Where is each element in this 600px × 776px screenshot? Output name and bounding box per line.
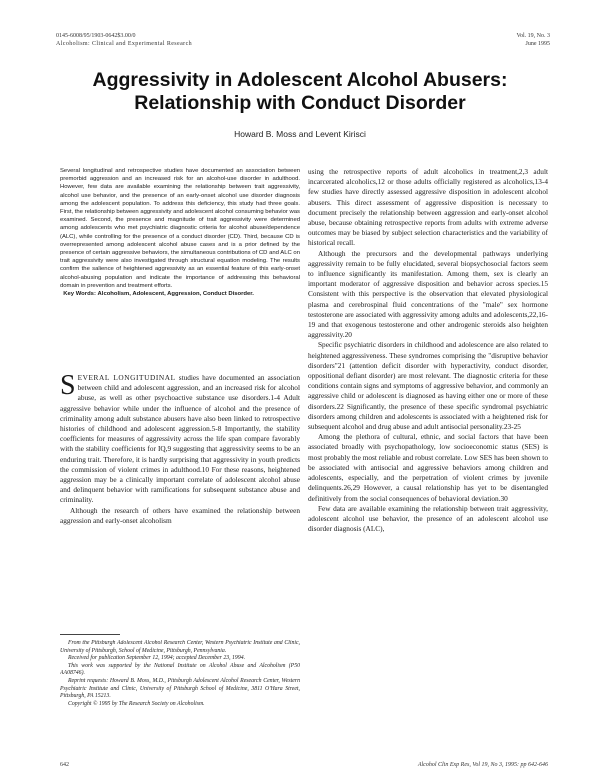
footnote-reprints: Reprint requests: Howard B. Moss, M.D., Pittsburgh Adolescent Alcohol Research Center, Western Psychiatric Institute and Clinic, University of Pittsburgh School of Medicine, 3811 O'Hara Street, Pittsburgh, PA 15213. (60, 677, 300, 700)
intro-paragraph-2: Although the research of others have examined the relationship between aggression and early-onset alcoholism (60, 505, 300, 525)
running-header-left (56, 32, 192, 48)
footnote-affiliation: From the Pittsburgh Adolescent Alcohol Research Center, Western Psychiatric Institute and Clinic, University of Pittsburgh, School of Medicine, Pittsburgh, Pennsylvania. (60, 640, 300, 654)
intro-paragraph-1-text: studies have documented an association between child and adolescent aggression, and an increased risk for alcohol abuse, as well as other psychoactive substance use disorders.1-4 Adult aggressive behavior while under the influence of alcohol and the presence of criminality among adult substance abusers have also been linked to retrospective histories of childhood and adolescent aggression.5-8 Importantly, the stability coefficients for measures of aggressivity across the life span compare favorably with the stability coefficients for IQ,9 suggesting that aggressivity seems to be an enduring trait. Therefore, it is hardly surprising that aggressivity in youth predicts the commission of violent crimes in adulthood.10 For these reasons, heightened aggression may be a clinically important correlate of adolescent alcohol abuse and delinquent behavior with ramifications for subsequent substance abuse and criminality. (60, 373, 300, 505)
footnote-divider (60, 634, 120, 635)
volume-info: Vol. 19, No. 3 (516, 33, 550, 39)
footer-citation: Alcohol Clin Exp Res, Vol 19, No 3, 1995: pp 642-646 (417, 762, 548, 768)
keywords: Alcoholism, Adolescent, Aggression, Conduct Disorder. (97, 291, 254, 298)
intro-paragraph-1 (60, 373, 300, 506)
author-line: Howard B. Moss and Levent Kirisci (234, 129, 366, 139)
journal-name: Alcoholism: Clinical and Experimental Research (56, 41, 193, 47)
lead-in-smallcaps: EVERAL LONGITUDINAL (77, 373, 176, 382)
article-title (60, 69, 540, 115)
footnotes (60, 640, 300, 756)
footnote-copyright: Copyright © 1995 by The Research Society on Alcoholism. (68, 700, 205, 707)
drop-cap: S (60, 373, 76, 401)
body-paragraph: Specific psychiatric disorders in childhood and adolescence are also related to heightened aggressiveness. These syndromes comprising the "disruptive behavior disorders"21 (attention deficit disorder with hyperactivity, conduct disorder, oppositional defiant disorder) are most relevant. The diagnostic criteria for these conditions contain signs and symptoms of aggressive behavior, and commonly an aggressive child or adolescent is diagnosed as having either one or more of these disorders.22 Significantly, the presence of these specific syndromal psychiatric disorders among children and adolescents is associated with a heightened risk for subsequent alcohol and drug abuse and adult antisocial personality.23-25 (308, 340, 548, 432)
body-paragraph: Few data are available examining the relationship between trait aggressivity, adolescent alcohol use behavior, the presence of an adolescent alcohol use disorder diagnosis (ALC), (308, 503, 548, 534)
footnote-received: Received for publication September 12, 1994; accepted December 23, 1994. (68, 655, 246, 662)
footnote-funding: This work was supported by the National Institute on Alcohol Abuse and Alcoholism (P50 AA08746). (60, 662, 300, 677)
right-column (308, 167, 548, 757)
body-paragraph: Although the precursors and the developmental pathways underlying aggressivity remain to be fully elucidated, several biopsychosocial factors seem to influence significantly its manifestation. Among them, sex is clearly an important moderator of aggressive disposition and behavior across species.15 Consistent with this perspective is the observation that elevated physiological plasma and cerebrospinal fluid concentrations of the "male" sex hormone testosterone are associated with aggressivity among adults and adolescents,22,16-19 and that exogenous testosterone and other androgenic steroids also heighten aggressivity.20 (308, 248, 548, 340)
title-line-1: Aggressivity in Adolescent Alcohol Abusers: (92, 69, 508, 91)
issn-code: 0145-6008/95/1903-0642$3.00/0 (56, 33, 136, 39)
body-paragraph: Among the plethora of cultural, ethnic, and social factors that have been associated broadly with psychopathology, low socioeconomic status (SES) is most probably the most reliable and robust correlate. Low SES has been shown to be associated with antisocial and aggressive behaviors among children and adolescents, especially, and the perpetration of violent crimes by juvenile delinquents.26,29 However, a causal relationship has yet to be disentangled definitively from the social consequences of behavioral deviation.30 (308, 432, 548, 503)
running-header-right (516, 32, 550, 48)
page-number: 642 (60, 762, 69, 768)
introduction-left-column (60, 373, 300, 628)
keywords-label: Key Words: (63, 291, 96, 298)
issue-date: June 1995 (525, 41, 550, 47)
abstract (60, 167, 300, 363)
body-paragraph: using the retrospective reports of adult alcoholics in treatment,2,3 adult incarcerated alcoholics,12 or those adults officially registered as alcoholics,13-4 few studies have directly assessed aggressive disposition in adolescent alcohol abusers. This direct assessment of aggressive disposition is necessary to document precisely the relationship between aggression and early-onset alcohol abuse, because obtaining retrospective reports from adults with extreme adverse outcomes may be biased by subject selection characteristics and the variability of historical recall. (308, 167, 548, 248)
abstract-text: Several longitudinal and retrospective studies have documented an association between premorbid aggression and an increased risk for an alcohol-use disorder in adulthood. However, few data are available examining the relationship between trait aggressivity, alcohol use behavior, and the presence of an early-onset alcohol use disorder diagnosis among the adolescent population. To address this deficiency, this study had three goals. First, the relationship between aggressivity and adolescent alcohol consuming behavior was examined. Second, the presence and magnitude of trait aggressivity were determined among adolescents who met psychiatric diagnostic criteria for alcohol abuse/dependence (ALC), while controlling for the presence of a conduct disorder (CD). Third, because CD is overrepresented among adolescent alcohol abuse cases and is a prior defined by the presence of certain aggressive behaviors, the simultaneous contributions of CD and ALC on trait aggressivity were also investigated through structural equation modeling. The results confirm the salience of heightened aggressivity as an essential feature of this early-onset alcohol-abusing population and indicate the importance of addressing this behavioral domain in prevention and treatment efforts. (60, 168, 300, 289)
title-line-2: Relationship with Conduct Disorder (134, 92, 466, 114)
